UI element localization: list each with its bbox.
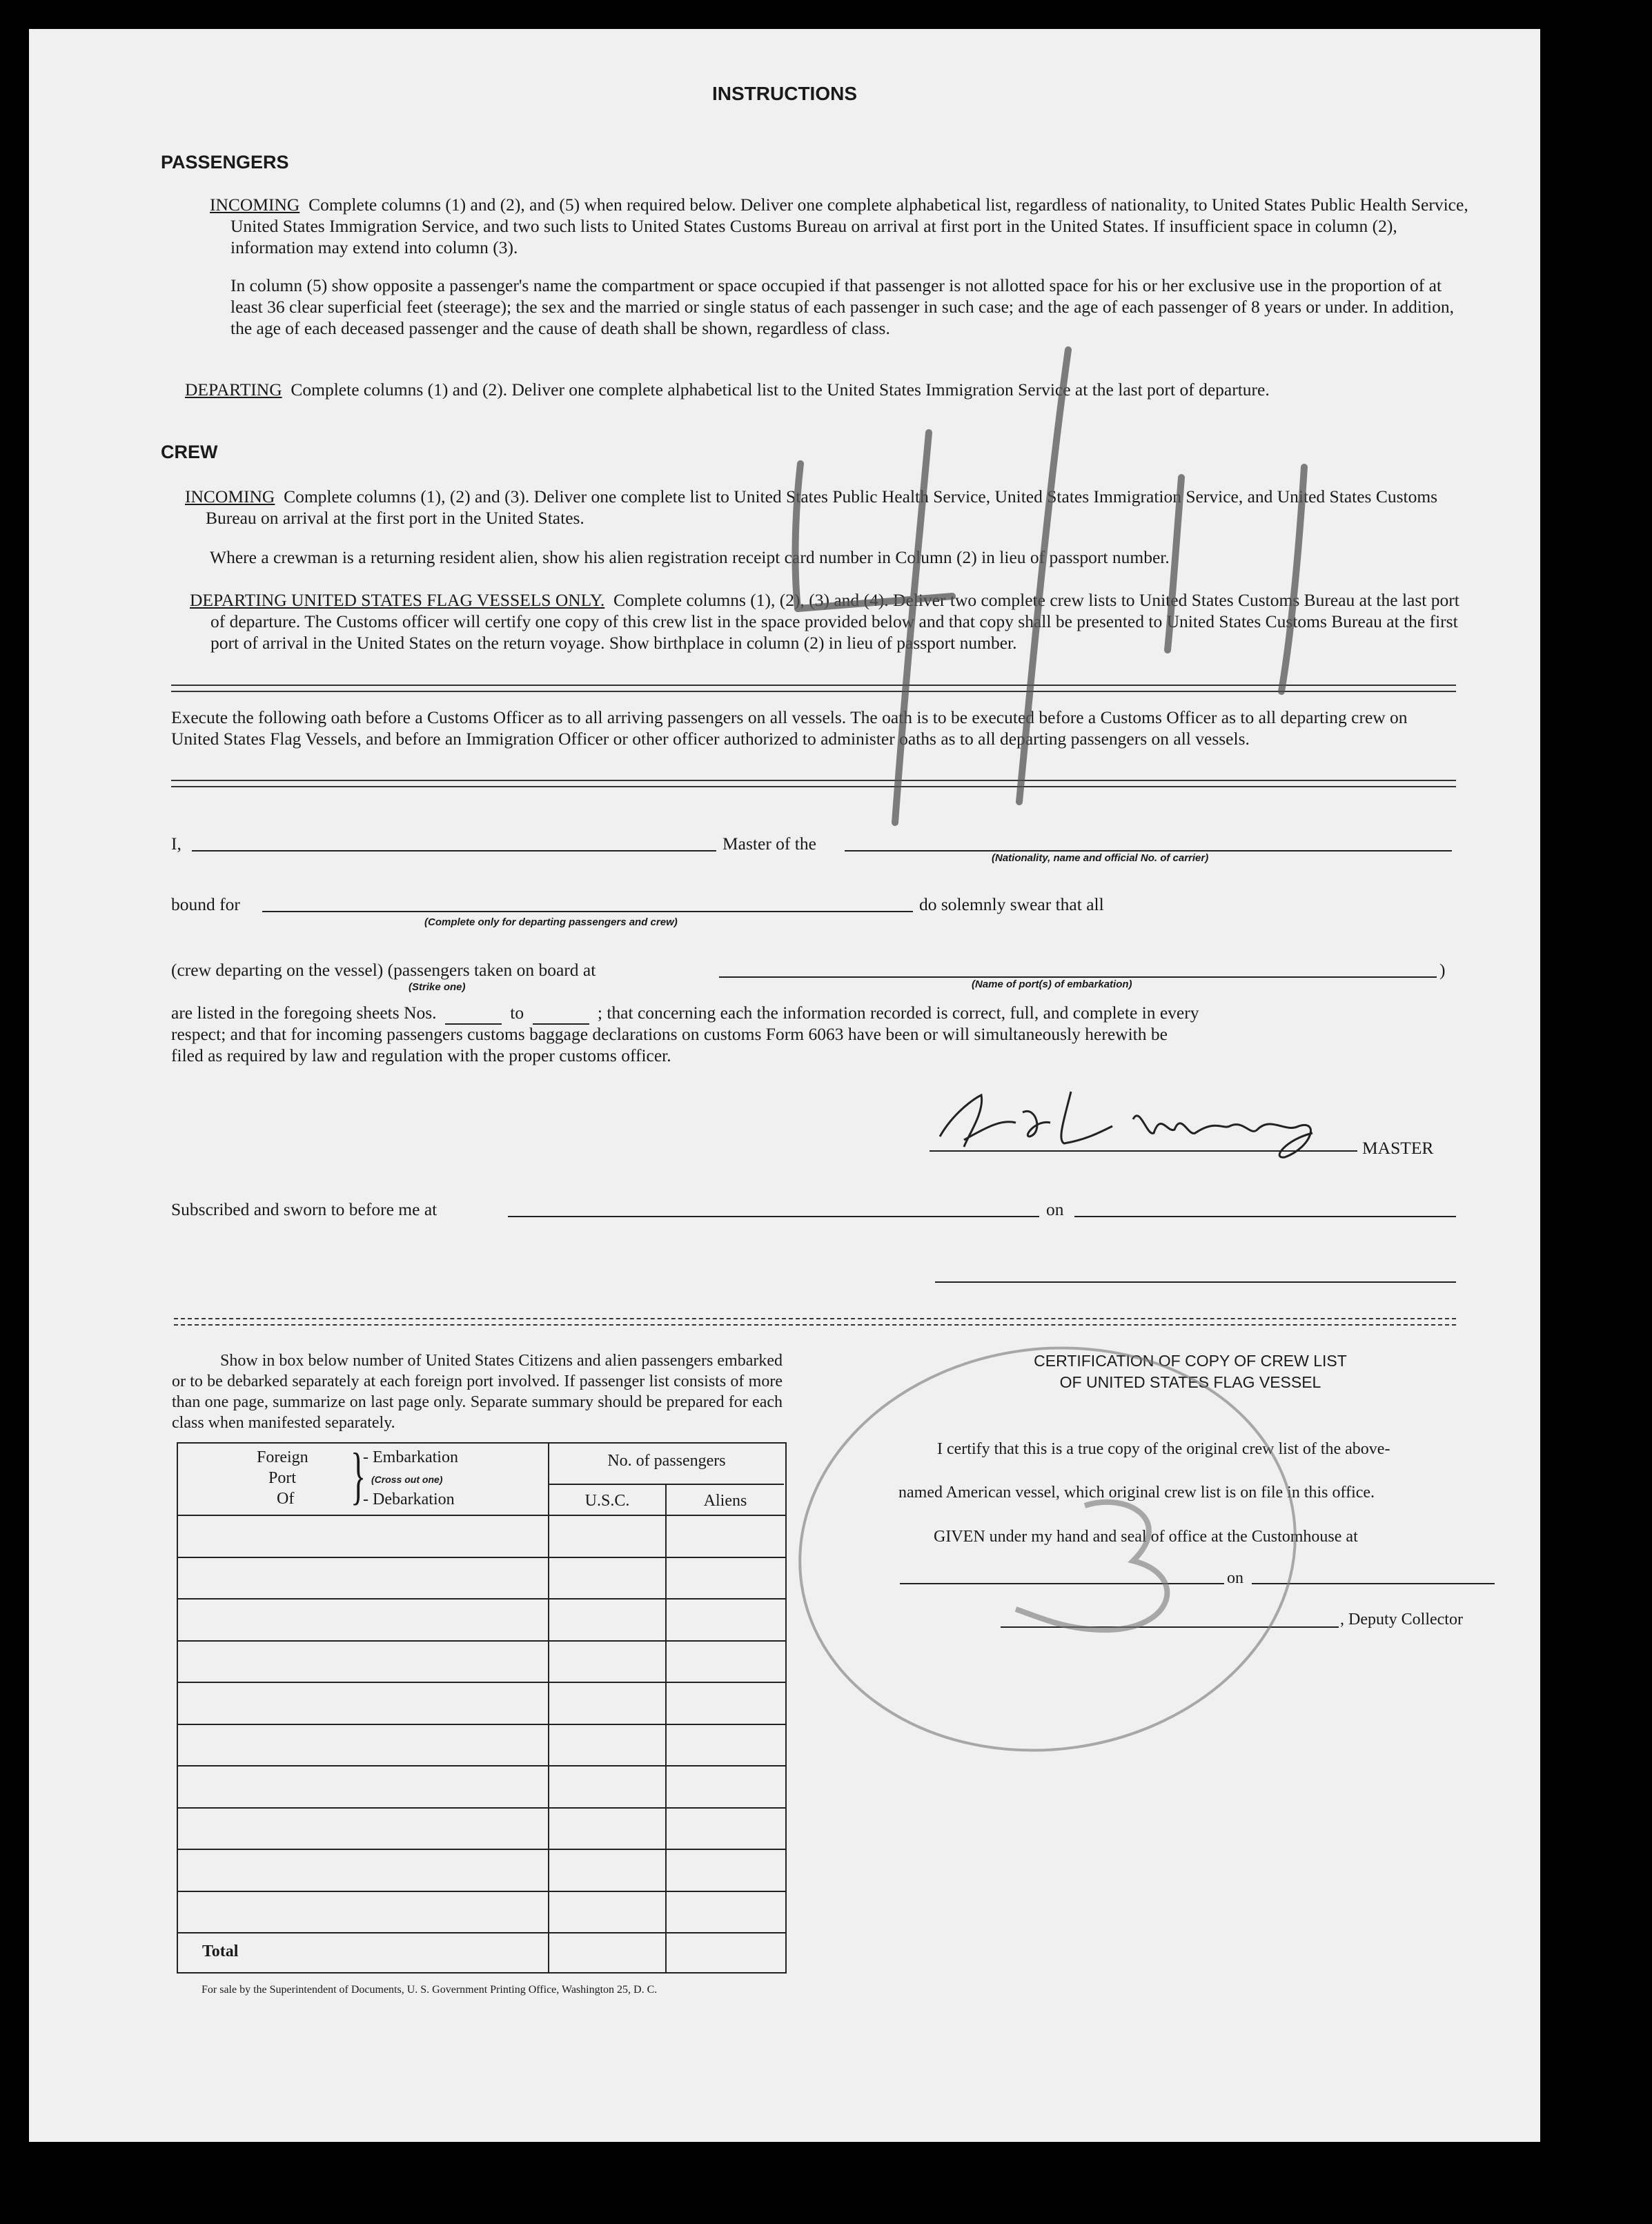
embarkation-label: - Embarkation [363, 1448, 458, 1466]
table-row[interactable] [177, 1557, 785, 1558]
table-divider [548, 1484, 784, 1485]
debarkation-label: - Debarkation [363, 1490, 455, 1508]
crew-incoming-text: Complete columns (1), (2) and (3). Deliver one complete list to United States Public Health Service, United States Immigration Service, and United States Customs Bureau on arrival at the first port in the United States. [206, 486, 1438, 528]
usc-header: U.S.C. [584, 1492, 630, 1510]
swear-text: do solemnly swear that all [919, 894, 1104, 914]
divider [171, 780, 1456, 787]
deputy-signature-field[interactable] [1001, 1626, 1339, 1628]
total-label: Total [202, 1942, 239, 1960]
page-title: INSTRUCTIONS [712, 83, 857, 104]
sheet-to-field[interactable] [533, 1002, 589, 1025]
crew-incoming-label: INCOMING [185, 486, 275, 506]
departing-label: DEPARTING [185, 380, 282, 400]
divider [174, 1318, 1456, 1326]
customhouse-field[interactable] [900, 1583, 1224, 1584]
listed-line2: respect; and that for incoming passengers customs baggage declarations on customs Form 6063 have been or will simultaneously herewith be [171, 1024, 1168, 1044]
certify-line1: I certify that this is a true copy of the original crew list of the above- [937, 1440, 1390, 1458]
table-row[interactable] [177, 1682, 785, 1683]
crew-incoming-paragraph [185, 486, 1473, 529]
nationality-caption: (Nationality, name and official No. of carrier) [992, 852, 1209, 864]
table-row[interactable] [177, 1807, 785, 1809]
cross-out-caption: (Cross out one) [371, 1474, 443, 1485]
incoming-label: INCOMING [210, 195, 300, 215]
listed-line3: filed as required by law and regulation with the proper customs officer. [171, 1045, 671, 1065]
oath-i-label: I, [171, 834, 181, 854]
passengers-departing-paragraph [185, 379, 1473, 400]
cert-on-label: on [1227, 1569, 1243, 1587]
summary-intro: Show in box below number of United States Citizens and alien passengers embarked or to be debarked separately at each foreign port involved. If passenger list consists of more than one page, summarize on last page only. Separate summary should be prepared for each class when manifested separately. [172, 1352, 783, 1432]
subscribed-text: Subscribed and sworn to before me at [171, 1199, 437, 1219]
us-flag-text: Complete columns (1), (2), (3) and (4). Deliver two complete crew lists to United States Customs Bureau at the last port of departure. The Customs officer will certify one copy of this crew list in the space provided below and that copy shall be presented to United States Customs Bureau at the first port of arrival in the United States on the return voyage. Show birthplace in column (2) in lieu of passport number. [210, 590, 1459, 653]
crewman-paragraph: Where a crewman is a returning resident alien, show his alien registration receipt card number in Column (2) in lieu of passport number. [210, 547, 1170, 567]
departing-text: Complete columns (1) and (2). Deliver one complete alphabetical list to the United States Immigration Service at the last port of departure. [291, 380, 1270, 400]
passengers-heading: PASSENGERS [161, 152, 289, 173]
bound-for-label: bound for [171, 894, 240, 914]
carrier-field[interactable] [845, 850, 1452, 852]
listed-text: are listed in the foregoing sheets Nos. [171, 1003, 437, 1023]
deputy-collector-label: , Deputy Collector [1340, 1611, 1463, 1628]
certification-heading [890, 1350, 1491, 1393]
certification-heading-line2: OF UNITED STATES FLAG VESSEL [1059, 1373, 1321, 1391]
brace-icon: } [351, 1440, 366, 1510]
summary-table [177, 1442, 787, 1974]
crew-heading: CREW [161, 442, 218, 462]
cert-date-field[interactable] [1252, 1583, 1495, 1584]
port-label: Port [268, 1469, 297, 1487]
column5-paragraph: In column (5) show opposite a passenger's name the compartment or space occupied if that passenger is not allotted space for his or her exclusive use in the proportion of at least 36 clear superficial feet (steerage); the sex and the married or single status of each passenger in such case; and the age of each passenger of 8 years or under. In addition, the age of each deceased passenger and the cause of death shall be shown, regardless of class. [230, 275, 1454, 338]
to-label: to [510, 1003, 524, 1023]
complete-only-caption: (Complete only for departing passengers and crew) [424, 916, 678, 928]
table-row[interactable] [177, 1849, 785, 1850]
table-row[interactable] [177, 1598, 785, 1600]
master-signature [926, 1071, 1354, 1161]
listed-line1 [171, 1002, 1199, 1025]
sheet-from-field[interactable] [445, 1002, 502, 1025]
signature-line [930, 1150, 1357, 1152]
master-label: MASTER [1362, 1138, 1434, 1158]
footer-note: For sale by the Superintendent of Documents, U. S. Government Printing Office, Washington 25, D. C. [201, 1984, 658, 1996]
listed-rest: ; that concerning each the information recorded is correct, full, and complete in every [597, 1003, 1199, 1023]
of-label: Of [277, 1490, 295, 1508]
us-flag-paragraph [190, 589, 1473, 653]
certify-line2: named American vessel, which original crew list is on file in this office. [898, 1484, 1375, 1502]
incoming-text: Complete columns (1) and (2), and (5) when required below. Deliver one complete alphabetical list, regardless of nationality, to United States Public Health Service, United States Immigration Service, and two such lists to United States Customs Bureau on arrival at first port in the United States. If insufficient space in column (2), information may extend into column (3). [230, 195, 1468, 257]
pencil-circled-number [1016, 1502, 1167, 1630]
sworn-date-field[interactable] [1074, 1216, 1456, 1217]
master-of-label: Master of the [722, 834, 816, 854]
oath-intro: Execute the following oath before a Customs Officer as to all arriving passengers on all vessels. The oath is to be executed before a Customs Officer as to all departing crew on United States Flag Vessels, and before an Immigration Officer or other officer authorized to administer oaths as to all departing passengers on all vessels. [171, 707, 1408, 749]
table-divider [548, 1442, 549, 1972]
officer-signature-field[interactable] [935, 1281, 1456, 1283]
close-paren: ) [1439, 960, 1446, 980]
aliens-header: Aliens [703, 1492, 747, 1510]
sworn-on-label: on [1046, 1199, 1064, 1219]
us-flag-label: DEPARTING UNITED STATES FLAG VESSELS ONLY. [190, 590, 605, 610]
table-row[interactable] [177, 1765, 785, 1767]
port-caption: (Name of port(s) of embarkation) [972, 978, 1132, 990]
table-row[interactable] [177, 1515, 785, 1516]
passengers-incoming-paragraph [210, 194, 1473, 258]
form-page [29, 29, 1540, 2142]
certification-heading-line1: CERTIFICATION OF COPY OF CREW LIST [1034, 1352, 1347, 1370]
sworn-location-field[interactable] [508, 1216, 1039, 1217]
master-name-field[interactable] [192, 850, 716, 852]
certify-line3: GIVEN under my hand and seal of office at the Customhouse at [934, 1528, 1358, 1546]
bound-for-field[interactable] [262, 911, 913, 912]
divider [171, 685, 1456, 692]
table-row[interactable] [177, 1724, 785, 1725]
port-embarkation-field[interactable] [719, 976, 1437, 978]
table-row[interactable] [177, 1640, 785, 1642]
table-row[interactable] [177, 1932, 785, 1933]
table-row[interactable] [177, 1891, 785, 1892]
foreign-label: Foreign [257, 1448, 308, 1466]
crew-departing-text: (crew departing on the vessel) (passengers taken on board at [171, 960, 596, 980]
strike-one-caption: (Strike one) [409, 981, 466, 993]
no-passengers-header: No. of passengers [607, 1452, 726, 1470]
